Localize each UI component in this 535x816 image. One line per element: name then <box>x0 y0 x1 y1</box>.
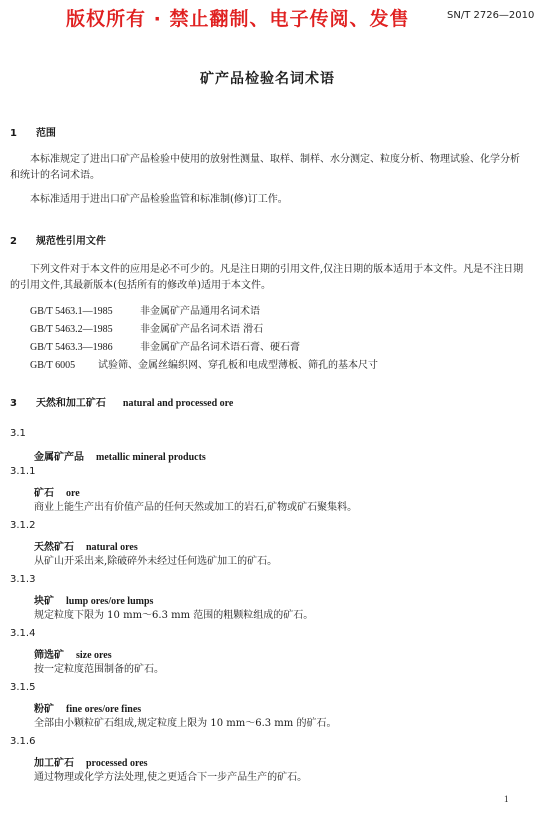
reference-code: GB/T 5463.3—1986 <box>30 342 113 353</box>
section-title-en: natural and processed ore <box>122 398 234 409</box>
term-zh: 矿石 <box>34 488 54 499</box>
reference-code: GB/T 5463.2—1985 <box>30 324 113 335</box>
term-number: 3.1.1 <box>10 466 36 477</box>
term-number: 3.1.5 <box>10 682 36 693</box>
term-definition: 通过物理或化学方法处理,使之更适合下一步产品生产的矿石。 <box>34 772 308 783</box>
copyright-watermark: 版权所有 · 禁止翻制、电子传阅、发售 <box>66 8 410 30</box>
section-heading-normative-references <box>10 232 106 247</box>
term-en: processed ores <box>86 758 148 769</box>
standard-number: SN/T 2726—2010 <box>447 10 535 21</box>
term-en: ore <box>66 488 80 499</box>
term-definition: 规定粒度下限为 10 mm～6.3 mm 范围的粗颗粒组成的矿石。 <box>34 610 314 621</box>
term-en: lump ores/ore lumps <box>66 596 154 607</box>
term-number: 3.1.3 <box>10 574 36 585</box>
term-entry <box>34 700 141 715</box>
term-definition: 按一定粒度范围制备的矿石。 <box>34 664 164 675</box>
paragraph: 本标准规定了进出口矿产品检验中使用的放射性测量、取样、制样、水分测定、粒度分析、物理试验、化学分析和统计的名词术语。 <box>10 154 520 181</box>
term-en: fine ores/ore fines <box>66 704 142 715</box>
term-entry <box>34 592 153 607</box>
term-definition: 商业上能生产出有价值产品的任何天然或加工的岩石,矿物或矿石聚集料。 <box>34 502 358 513</box>
term-zh: 块矿 <box>34 596 54 607</box>
term-entry <box>34 754 148 769</box>
reference-title: 非金属矿产品通用名词术语 <box>140 306 260 317</box>
section-heading-scope <box>10 124 56 139</box>
term-entry <box>34 484 80 499</box>
section-title: 天然和加工矿石 <box>35 398 106 409</box>
reference-code: GB/T 6005 <box>30 360 76 371</box>
page-number: 1 <box>504 794 509 804</box>
document-title: 矿产品检验名词术语 <box>200 71 335 87</box>
section-number: 3 <box>10 398 17 409</box>
section-number: 2 <box>10 236 17 247</box>
term-number: 3.1.4 <box>10 628 36 639</box>
reference-title: 非金属矿产品名词术语石膏、硬石膏 <box>140 342 300 353</box>
term-definition: 全部由小颗粒矿石组成,规定粒度上限为 10 mm～6.3 mm 的矿石。 <box>34 718 337 729</box>
term-zh: 天然矿石 <box>34 542 74 553</box>
term-number: 3.1.2 <box>10 520 36 531</box>
term-zh: 金属矿产品 <box>34 452 84 463</box>
term-number: 3.1.6 <box>10 736 36 747</box>
reference-code: GB/T 5463.1—1985 <box>30 306 113 317</box>
term-entry <box>34 646 112 661</box>
reference-title: 试验筛、金属丝编织网、穿孔板和电成型薄板、筛孔的基本尺寸 <box>98 360 378 371</box>
term-en: metallic mineral products <box>96 452 206 463</box>
term-zh: 加工矿石 <box>34 758 74 769</box>
term-en: size ores <box>76 650 112 661</box>
reference-item <box>30 356 378 371</box>
term-number: 3.1 <box>10 428 26 439</box>
term-definition: 从矿山开采出来,除破碎外未经过任何选矿加工的矿石。 <box>34 556 278 567</box>
term-zh: 筛选矿 <box>34 650 64 661</box>
section-title: 范围 <box>35 128 56 139</box>
reference-item <box>30 338 300 353</box>
term-entry <box>34 538 138 553</box>
paragraph: 本标准适用于进出口矿产品检验监管和标准制(修)订工作。 <box>30 194 288 205</box>
reference-title: 非金属矿产品名词术语 滑石 <box>140 324 264 335</box>
reference-item <box>30 320 263 335</box>
term-zh: 粉矿 <box>34 704 54 715</box>
section-heading-natural-processed-ore <box>10 394 233 409</box>
section-number: 1 <box>10 128 17 139</box>
term-en: natural ores <box>86 542 138 553</box>
reference-item <box>30 302 260 317</box>
term-entry <box>34 448 206 463</box>
section-title: 规范性引用文件 <box>35 236 106 247</box>
paragraph: 下列文件对于本文件的应用是必不可少的。凡是注日期的引用文件,仅注日期的版本适用于本文件。凡是不注日期的引用文件,其最新版本(包括所有的修改单)适用于本文件。 <box>10 264 524 291</box>
